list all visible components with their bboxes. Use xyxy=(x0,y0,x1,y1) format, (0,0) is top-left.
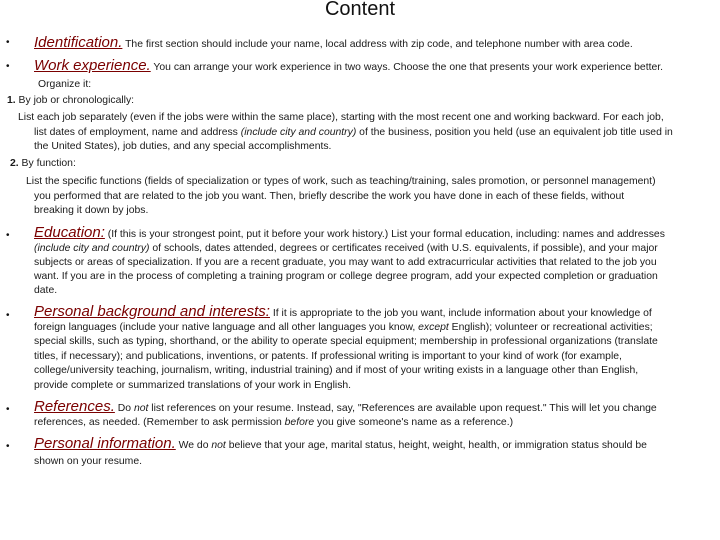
references-line-1a: Do xyxy=(114,403,134,414)
personal-background-line-6: provide complete or summarized translations of your work in English. xyxy=(34,380,352,391)
option-1-line-3: the United States), job duties, and any special accomplishments. xyxy=(34,141,332,152)
education-line-3: subjects or areas of specialization. If you are a recent graduate, you may want to add extracurricular activities that related to the job you xyxy=(34,257,657,268)
option-2-line-1: List the specific functions (fields of specialization or types of work, such as teaching/training, sales promotion, or personnel management) xyxy=(26,176,656,187)
references-line-2c: you give someone's name as a reference.) xyxy=(314,417,514,428)
references-heading: References. xyxy=(34,398,115,415)
bullet-education: • xyxy=(6,230,10,241)
personal-information-line-2: shown on your resume. xyxy=(34,456,143,467)
bullet-references: • xyxy=(6,404,10,415)
personal-background-line-1: If it is appropriate to the job you want, include information about your knowledge of xyxy=(269,308,652,319)
personal-background-line-2c: English); volunteer or recreational activities; xyxy=(448,322,653,333)
bullet-personal-background: • xyxy=(6,310,10,321)
option-2-line-3: breaking it down by jobs. xyxy=(34,205,149,216)
identification-section xyxy=(34,34,633,53)
references-line-2a: references, as needed. (Remember to ask permission xyxy=(34,417,285,428)
option-2-label xyxy=(10,157,76,172)
option-1-line-1: List each job separately (even if the jobs were within the same place), starting with the most recent one and working backward. For each job, xyxy=(18,112,664,123)
personal-background-line-5: college/university teaching, journalism, writing, industrial training) and if most of your writing exists in a language other than English, xyxy=(34,365,639,376)
education-line-1: (If this is your strongest point, put it before your work history.) List your formal education, including: names and addresses xyxy=(104,229,665,240)
option-1-line-2b: (include city and country) xyxy=(240,127,357,138)
personal-information-section xyxy=(34,435,647,454)
option-1-line-2 xyxy=(34,126,673,141)
identification-text: The first section should include your name, local address with zip code, and telephone number with area code. xyxy=(122,39,633,50)
work-experience-section xyxy=(34,57,663,76)
references-line-1c: list references on your resume. Instead, say, "References are available upon request." This will let you change xyxy=(148,403,657,414)
personal-background-section xyxy=(34,303,652,322)
option-2-line-2: you performed that are related to the job you want. Then, briefly describe the work you have done in each of these fields, without xyxy=(34,191,625,202)
education-section xyxy=(34,224,665,243)
education-line-2 xyxy=(34,242,658,257)
option-1-label xyxy=(7,94,134,109)
references-section xyxy=(34,398,657,417)
personal-background-line-2 xyxy=(34,321,653,336)
references-line-2 xyxy=(34,416,513,431)
education-line-5: date. xyxy=(34,285,58,296)
page-title: Content xyxy=(324,0,396,20)
organize-label: Organize it: xyxy=(38,79,92,90)
work-experience-heading: Work experience. xyxy=(34,57,151,74)
identification-heading: Identification. xyxy=(34,34,123,51)
work-experience-text: You can arrange your work experience in two ways. Choose the one that presents your work experience better. xyxy=(150,62,664,73)
personal-background-line-2b: except xyxy=(418,322,449,333)
references-line-1 xyxy=(115,403,657,414)
references-line-1b: not xyxy=(133,403,149,414)
option-2-text: By function: xyxy=(18,158,76,169)
education-heading: Education: xyxy=(34,224,105,241)
personal-background-line-2a: foreign languages (include your native language and all other languages you know, xyxy=(34,322,419,333)
option-1-line-2a: list dates of employment, name and address xyxy=(34,127,241,138)
personal-background-line-4: titles, if necessary); and publications, inventions, or patents. If professional writing is important to your kind of work (for example, xyxy=(34,351,622,362)
personal-information-line-1c: believe that your age, marital status, height, weight, health, or immigration status should be xyxy=(225,440,647,451)
personal-background-line-3: special skills, such as typing, shorthand, or the ability to operate special equipment; membership in professional organizations (translate xyxy=(34,336,658,347)
option-2-number: 2. xyxy=(10,158,19,169)
personal-information-line-1b: not xyxy=(211,440,226,451)
bullet-work-experience: • xyxy=(6,61,10,72)
personal-information-line-1 xyxy=(176,440,647,451)
personal-information-line-1a: We do xyxy=(175,440,212,451)
education-line-2a: (include city and country) xyxy=(34,243,150,254)
option-1-text: By job or chronologically: xyxy=(15,95,135,106)
bullet-identification: • xyxy=(6,37,10,48)
references-line-2b: before xyxy=(284,417,315,428)
personal-information-heading: Personal information. xyxy=(34,435,176,452)
personal-background-heading: Personal background and interests: xyxy=(34,303,270,320)
education-line-4: want. If you are in the process of completing a training program or college degree program, add your expected completion or graduation xyxy=(34,271,658,282)
option-1-line-2c: of the business, position you held (use an equivalent job title used in xyxy=(356,127,673,138)
bullet-personal-information: • xyxy=(6,441,10,452)
education-line-2b: of schools, dates attended, degrees or certificates received (with U.S. equivalents, if possible), and your major xyxy=(149,243,658,254)
option-1-number: 1. xyxy=(7,95,16,106)
